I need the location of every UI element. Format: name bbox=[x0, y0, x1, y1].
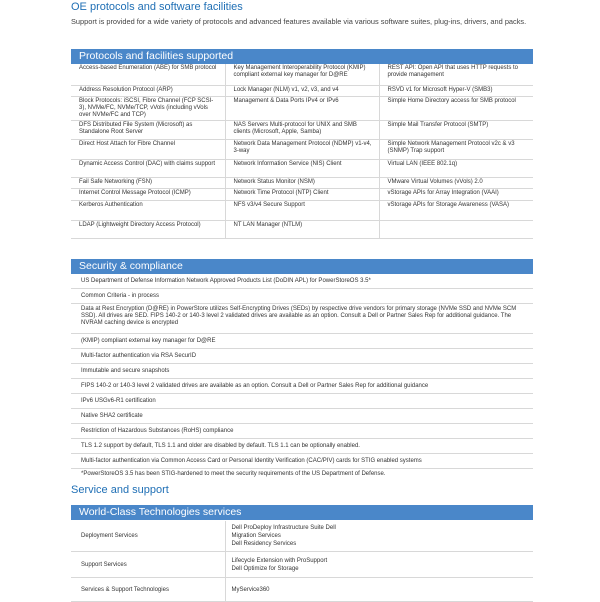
protocol-cell: Network Status Monitor (NSM) bbox=[225, 177, 379, 188]
protocol-cell: vStorage APIs for Storage Awareness (VASA) bbox=[379, 200, 533, 220]
security-item: US Department of Defense Information Network Approved Products List (DoDIN APL) for PowerStoreOS 3.5* bbox=[71, 274, 533, 289]
protocol-cell: Network Information Service (NIS) Client bbox=[225, 159, 379, 177]
protocol-cell: VMware Virtual Volumes (vVols) 2.0 bbox=[379, 177, 533, 188]
service-item: MyService360 bbox=[231, 586, 270, 593]
table-row bbox=[71, 177, 533, 188]
protocol-cell: Direct Host Attach for Fibre Channel bbox=[71, 139, 225, 159]
table-row bbox=[71, 159, 533, 177]
service-item: Dell ProDeploy Infrastructure Suite Dell bbox=[231, 525, 336, 531]
service-category: Deployment Services bbox=[71, 521, 225, 552]
security-item: *PowerStoreOS 3.5 has been STIG-hardened to meet the security requirements of the US Department of Defense. bbox=[81, 471, 386, 477]
protocol-cell: Key Management Interoperability Protocol (KMIP) compliant external key manager for D@RE bbox=[225, 64, 379, 85]
service-item: Migration Services bbox=[231, 533, 281, 539]
protocol-cell: Lock Manager (NLM) v1, v2, v3, and v4 bbox=[225, 85, 379, 96]
security-item: Restriction of Hazardous Substances (RoHS) compliance bbox=[71, 424, 533, 439]
table-row bbox=[71, 96, 533, 120]
table-row bbox=[71, 188, 533, 200]
protocol-cell: NT LAN Manager (NTLM) bbox=[225, 220, 379, 238]
protocol-cell: NAS Servers Multi-protocol for UNIX and SMB clients (Microsoft, Apple, Samba) bbox=[225, 120, 379, 139]
table-row bbox=[71, 200, 533, 220]
protocol-cell: Fail Safe Networking (FSN) bbox=[71, 177, 225, 188]
service-item: Lifecycle Extension with ProSupport bbox=[231, 557, 328, 564]
protocol-cell: LDAP (Lightweight Directory Access Protocol) bbox=[71, 220, 225, 238]
security-item: FIPS 140-2 or 140-3 level 2 validated drives are available as an option. Consult a Dell or Partner Sales Rep for additional guidance bbox=[71, 379, 533, 394]
intro-text: Support is provided for a wide variety of protocols and advanced features available via various software suites, plug-ins, drivers, and packs. bbox=[71, 17, 527, 26]
security-item: IPv6 USGv6-R1 certification bbox=[71, 394, 533, 409]
section-heading-service: Service and support bbox=[71, 484, 169, 496]
table-row bbox=[71, 85, 533, 96]
table-row bbox=[71, 120, 533, 139]
protocol-cell: Management & Data Ports IPv4 or IPv6 bbox=[225, 96, 379, 120]
protocol-cell: Internet Control Message Protocol (ICMP) bbox=[71, 188, 225, 200]
protocol-cell: Access-based Enumeration (ABE) for SMB protocol bbox=[71, 64, 225, 85]
table-row bbox=[71, 578, 533, 602]
protocol-cell: DFS Distributed File System (Microsoft) as Standalone Root Server bbox=[71, 120, 225, 139]
security-item: Data at Rest Encryption (D@RE) in PowerStore utilizes Self-Encrypting Drives (SEDs) by respective drive vendors for primary storage (NVMe SSD and NVMe SCM SSD). All drives are SED. FIPS 140-2 or 140-3 level 2 validated drives are available as an option. Consult a Dell or Partner Sales Rep for additional guidance. The NVRAM caching device is encrypted bbox=[71, 304, 533, 334]
service-category: Support Services bbox=[71, 552, 225, 578]
protocol-cell: Dynamic Access Control (DAC) with claims support bbox=[71, 159, 225, 177]
protocol-cell: Network Data Management Protocol (NDMP) v1-v4, 3-way bbox=[225, 139, 379, 159]
security-item: TLS 1.2 support by default, TLS 1.1 and older are disabled by default. TLS 1.1 can be optionally enabled. bbox=[71, 439, 533, 454]
service-item: Dell Residency Services bbox=[231, 541, 297, 547]
protocol-cell: Simple Home Directory access for SMB protocol bbox=[379, 96, 533, 120]
protocol-cell: RSVD v1 for Microsoft Hyper-V (SMB3) bbox=[379, 85, 533, 96]
service-list bbox=[225, 552, 533, 578]
protocol-cell: vStorage APIs for Array Integration (VAAI) bbox=[379, 188, 533, 200]
table-row bbox=[71, 552, 533, 578]
protocol-cell: Address Resolution Protocol (ARP) bbox=[71, 85, 225, 96]
protocols-band: Protocols and facilities supported bbox=[71, 49, 533, 64]
protocol-cell: NFS v3/v4 Secure Support bbox=[225, 200, 379, 220]
table-row bbox=[71, 139, 533, 159]
protocol-cell: Virtual LAN (IEEE 802.1q) bbox=[379, 159, 533, 177]
security-item: Immutable and secure snapshots bbox=[71, 364, 533, 379]
protocol-cell: Block Protocols: iSCSI, Fibre Channel (FCP SCSI-3), NVMe/FC, NVMe/TCP, vVols (including vVols over NVMe/FC and TCP) bbox=[71, 96, 225, 120]
protocol-cell: Kerberos Authentication bbox=[71, 200, 225, 220]
table-row bbox=[71, 220, 533, 238]
protocol-cell bbox=[379, 220, 533, 238]
protocols-table bbox=[71, 64, 533, 239]
security-item: Native SHA2 certificate bbox=[71, 409, 533, 424]
table-row bbox=[71, 521, 533, 552]
security-item: Multi-factor authentication via Common Access Card or Personal Identity Verification (CAC/PIV) cards for STIG enabled systems bbox=[71, 454, 533, 469]
service-category: Services & Support Technologies bbox=[71, 578, 225, 602]
security-item: Multi-factor authentication via RSA SecurID bbox=[71, 349, 533, 364]
protocol-cell: Network Time Protocol (NTP) Client bbox=[225, 188, 379, 200]
service-list bbox=[225, 578, 533, 602]
protocol-cell: REST API: Open API that uses HTTP requests to provide management bbox=[379, 64, 533, 85]
services-table bbox=[71, 521, 533, 602]
security-item: (KMIP) compliant external key manager for D@RE bbox=[71, 334, 533, 349]
section-heading-protocols: OE protocols and software facilities bbox=[71, 1, 243, 13]
service-item: Dell Optimize for Storage bbox=[231, 565, 299, 572]
table-row bbox=[71, 64, 533, 85]
service-list bbox=[225, 521, 533, 552]
security-band: Security & compliance bbox=[71, 259, 533, 274]
protocol-cell: Simple Network Management Protocol v2c & v3 (SNMP) Trap support bbox=[379, 139, 533, 159]
protocol-cell: Simple Mail Transfer Protocol (SMTP) bbox=[379, 120, 533, 139]
security-list bbox=[71, 274, 533, 482]
wct-band: World-Class Technologies services bbox=[71, 505, 533, 520]
security-item: Common Criteria - in process bbox=[71, 289, 533, 304]
